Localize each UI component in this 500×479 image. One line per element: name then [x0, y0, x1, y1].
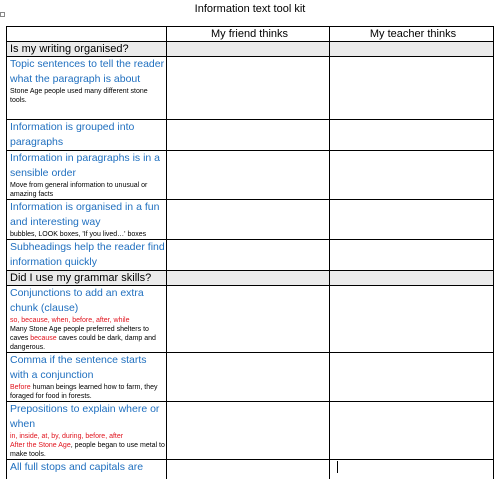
table-row [7, 402, 494, 460]
criterion-title: Information is organised in a fun and interesting way [10, 201, 160, 228]
example-text: , people began to use metal to make tools. [10, 442, 165, 458]
table-row [7, 353, 494, 402]
criterion-cell [7, 200, 167, 240]
text-cursor [337, 461, 338, 473]
example-text: Many Stone Age people preferred shelters to caves [10, 326, 149, 342]
example-text: human beings learned how to farm, they foraged for food in forests. [10, 384, 158, 400]
preposition-list: in, inside, at, by, during, before, after [10, 433, 124, 440]
example-keyword: because [30, 335, 57, 342]
criterion-cell [7, 120, 167, 151]
teacher-cell[interactable] [330, 57, 494, 120]
friend-cell[interactable] [167, 460, 330, 479]
criterion-example [10, 383, 166, 401]
table-header-row [7, 27, 494, 42]
criterion-example [10, 441, 166, 459]
friend-cell[interactable] [167, 200, 330, 240]
teacher-cell[interactable] [330, 240, 494, 271]
section-title: Is my writing organised? [7, 42, 167, 57]
table-row [7, 57, 494, 120]
criterion-cell [7, 460, 167, 479]
criterion-title: Conjunctions to add an extra chunk (clause) [10, 287, 144, 314]
header-criteria [7, 27, 167, 42]
criterion-title: Topic sentences to tell the reader what the paragraph is about [10, 58, 165, 85]
section-row-grammar [7, 271, 494, 286]
criterion-title: Comma if the sentence starts with a conjunction [10, 354, 147, 381]
criterion-title: Subheadings help the reader find information quickly [10, 241, 165, 268]
example-keyword: Before [10, 384, 31, 391]
section-friend-cell[interactable] [167, 271, 330, 286]
criterion-note: bubbles, LOOK boxes, 'If you lived…' boxes [10, 231, 147, 238]
friend-cell[interactable] [167, 57, 330, 120]
header-teacher: My teacher thinks [330, 27, 494, 42]
teacher-cell[interactable] [330, 460, 494, 479]
criterion-cell [7, 240, 167, 271]
table-row [7, 120, 494, 151]
teacher-cell[interactable] [330, 286, 494, 353]
teacher-cell[interactable] [330, 200, 494, 240]
criterion-cell [7, 57, 167, 120]
criterion-title: All full stops and capitals are [10, 461, 144, 473]
example-keyword: After the Stone Age [10, 442, 71, 449]
table-row [7, 151, 494, 200]
teacher-cell[interactable] [330, 353, 494, 402]
table-row [7, 240, 494, 271]
friend-cell[interactable] [167, 151, 330, 200]
friend-cell[interactable] [167, 120, 330, 151]
table-row [7, 286, 494, 353]
criterion-note: Move from general information to unusual or amazing facts [10, 182, 148, 198]
criterion-example [10, 325, 166, 352]
table-row [7, 200, 494, 240]
example-text: caves could be dark, damp and dangerous. [10, 335, 156, 351]
section-row-organised [7, 42, 494, 57]
document-title: Information text tool kit [194, 3, 306, 15]
conjunction-list: so, because, when, before, after, while [10, 317, 130, 324]
header-friend: My friend thinks [167, 27, 330, 42]
friend-cell[interactable] [167, 286, 330, 353]
criterion-note: Stone Age people used many different stone tools. [10, 88, 148, 104]
section-teacher-cell[interactable] [330, 271, 494, 286]
criterion-title: Information in paragraphs is in a sensible order [10, 152, 160, 179]
section-friend-cell[interactable] [167, 42, 330, 57]
criterion-cell [7, 151, 167, 200]
teacher-cell[interactable] [330, 120, 494, 151]
tool-kit-table [6, 26, 494, 479]
friend-cell[interactable] [167, 402, 330, 460]
friend-cell[interactable] [167, 353, 330, 402]
criterion-cell [7, 353, 167, 402]
section-teacher-cell[interactable] [330, 42, 494, 57]
criterion-cell [7, 286, 167, 353]
teacher-cell[interactable] [330, 151, 494, 200]
section-title: Did I use my grammar skills? [7, 271, 167, 286]
criterion-cell [7, 402, 167, 460]
teacher-cell[interactable] [330, 402, 494, 460]
table-row [7, 460, 494, 479]
friend-cell[interactable] [167, 240, 330, 271]
criterion-title: Information is grouped into paragraphs [10, 121, 135, 148]
criterion-title: Prepositions to explain where or when [10, 403, 160, 430]
